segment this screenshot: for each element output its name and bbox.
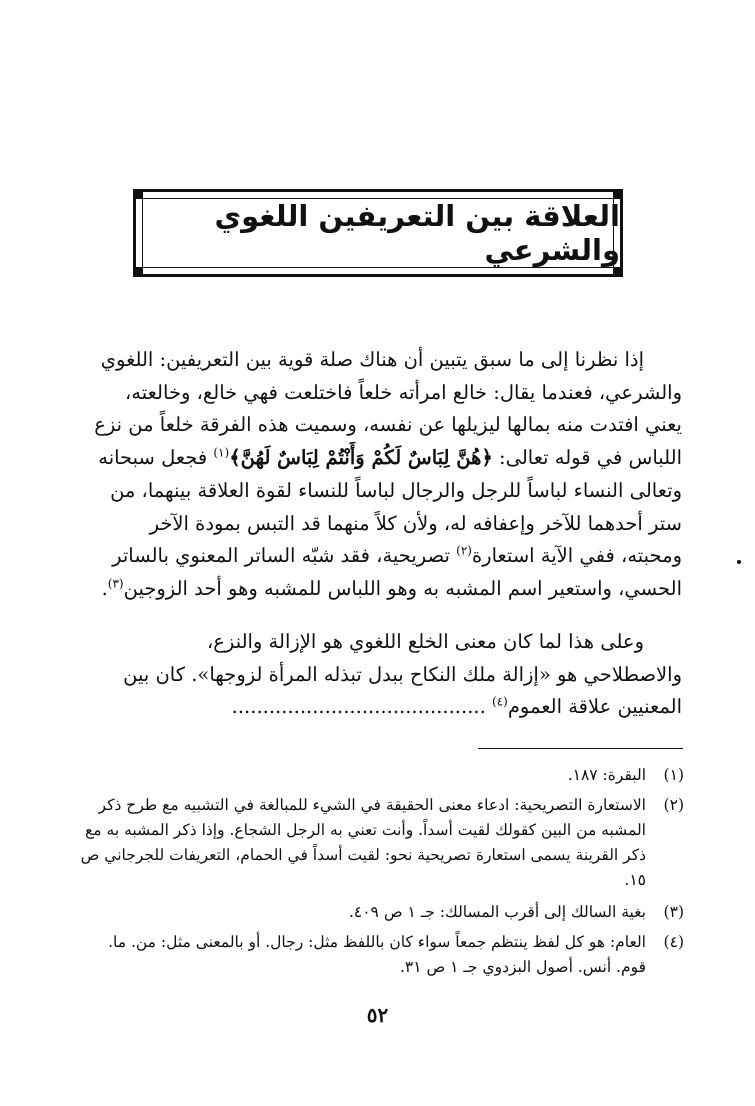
footnote-separator (478, 748, 683, 749)
paragraph-line: يعني افتدت منه بمالها ليزيلها عن نفسه، وسميت هذه الفرقة خلعاً من نزع (94, 413, 682, 437)
footnote-text: بغية السالك إلى أقرب المسالك: جـ ١ ص ٤٠٩. (348, 903, 646, 921)
text-run: تصريحية، فقد شبّه الساتر المعنوي بالساتر (112, 544, 450, 568)
paragraph-line: والشرعي، فعندما يقال: خالع امرأته خلعاً فاختلعت فهي خالع، وخالعته، (125, 380, 682, 404)
footnote-number: (١) (663, 766, 684, 784)
text-run: الحسي، واستعير اسم المشبه به وهو اللباس للمشبه وهو أحد الزوجين (123, 576, 682, 600)
paragraph-line (74, 573, 682, 606)
footnote-number: (٤) (663, 933, 684, 951)
text-run: . (101, 576, 108, 600)
footnote-text: الاستعارة التصريحية: ادعاء معنى الحقيقة في الشيء للمبالغة في التشبيه مع طرح ذكر المشبه من البين كقولك لقيت أسداً. وأنت تعني به الرجل الشجاع. وإذا ذكر المشبه به مع ذكر القرينة يسمى استعارة تصريحية نحو: لقيت أسداً في الحمام، التعريفات للجرجاني ص ١٥. (80, 796, 646, 889)
paragraph-line: إذا نظرنا إلى ما سبق يتبين أن هناك صلة قوية بين التعريفين: اللغوي (100, 348, 644, 371)
footnote-1 (74, 763, 684, 788)
footnote-text: العام: هو كل لفظ ينتظم جمعاً سواء كان باللفظ مثل: رجال. أو بالمعنى مثل: من. ما. قوم. أنس. أصول البزدوي جـ ١ ص ٣١. (108, 933, 646, 976)
text-run: فجعل سبحانه (98, 446, 208, 470)
footnote-2 (74, 793, 684, 893)
footnote-number: (٣) (663, 903, 684, 921)
paragraph-line (74, 540, 682, 573)
paragraph-2 (74, 626, 682, 724)
page-title: العلاقة بين التعريفين اللغوي والشرعي (214, 199, 620, 267)
footnote-ref-3: (٣) (107, 576, 124, 591)
text-run: ومحبته، ففي الآية استعارة (471, 544, 682, 568)
footnote-ref-2: (٢) (456, 543, 472, 558)
dotted-leader: ......................................... (231, 695, 486, 719)
text-run: اللباس في قوله تعالى: (499, 446, 682, 470)
paragraph-line: ستر أحدهما للآخر وإعفافه له، ولأن كلاً منهما قد التبس بمودة الآخر (149, 511, 682, 535)
paragraph-1 (74, 344, 682, 606)
footnote-4 (74, 930, 684, 980)
paragraph-line: وعلى هذا لما كان معنى الخلع اللغوي هو الإزالة والنزع، (207, 630, 644, 653)
paragraph-line: والاصطلاحي هو «إزالة ملك النكاح ببدل تبذله المرأة لزوجها». كان بين (123, 662, 682, 686)
footnote-ref-1: (١) (213, 445, 230, 460)
footnote-3 (74, 900, 684, 925)
scan-speck (737, 560, 741, 564)
paragraph-line (74, 442, 682, 475)
title-frame (133, 189, 623, 277)
footnote-number: (٢) (663, 796, 684, 814)
footnote-ref-4: (٤) (492, 694, 508, 709)
text-run: المعنيين علاقة العموم (507, 695, 682, 719)
page-number: ٥٢ (366, 1003, 389, 1027)
footnote-text: البقرة: ١٨٧. (567, 766, 646, 784)
quran-verse: ﴿هُنَّ لِبَاسٌ لَكُمْ وَأَنْتُمْ لِبَاسٌ لَهُنَّ﴾ (229, 446, 493, 470)
paragraph-line: وتعالى النساء لباساً للرجل والرجال لباساً للنساء لقوة العلاقة بينهما، من (110, 478, 682, 502)
paragraph-line (74, 691, 682, 724)
